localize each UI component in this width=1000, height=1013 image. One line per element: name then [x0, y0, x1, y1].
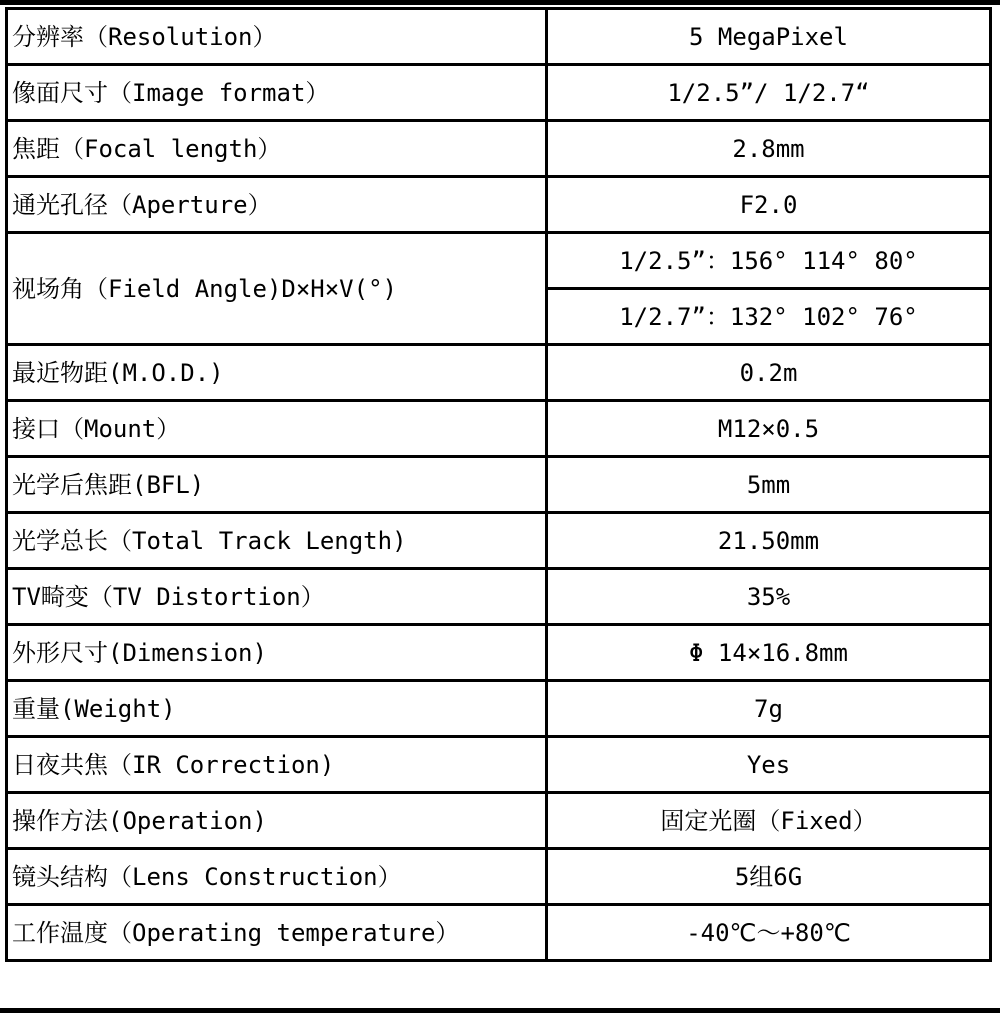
- table-row: [7, 401, 991, 457]
- param-label: 最近物距(M.O.D.): [7, 345, 547, 401]
- param-value: F2.0: [547, 177, 991, 233]
- param-label: 光学总长（Total Track Length): [7, 513, 547, 569]
- param-value: 1/2.5”/ 1/2.7“: [547, 65, 991, 121]
- top-rule: [0, 0, 1000, 5]
- param-value: -40℃～+80℃: [547, 905, 991, 961]
- spec-table: [5, 7, 992, 962]
- param-value: 1/2.5”：156° 114° 80°: [547, 233, 991, 289]
- table-row: [7, 905, 991, 961]
- param-label: 通光孔径（Aperture）: [7, 177, 547, 233]
- param-label: 分辨率（Resolution）: [7, 9, 547, 65]
- param-label: 重量(Weight): [7, 681, 547, 737]
- table-row: [7, 233, 991, 289]
- param-value: 固定光圈（Fixed）: [547, 793, 991, 849]
- param-value: 2.8mm: [547, 121, 991, 177]
- table-row: [7, 793, 991, 849]
- param-label: 操作方法(Operation): [7, 793, 547, 849]
- table-row: [7, 345, 991, 401]
- param-label: 接口（Mount）: [7, 401, 547, 457]
- param-label: 光学后焦距(BFL): [7, 457, 547, 513]
- table-row: [7, 65, 991, 121]
- table-row: [7, 457, 991, 513]
- param-value: Yes: [547, 737, 991, 793]
- param-value: 0.2m: [547, 345, 991, 401]
- param-value: 1/2.7”：132° 102° 76°: [547, 289, 991, 345]
- param-label: 视场角（Field Angle)D×H×V(°): [7, 233, 547, 345]
- param-value: 35%: [547, 569, 991, 625]
- param-label: 日夜共焦（IR Correction): [7, 737, 547, 793]
- param-label: 焦距（Focal length）: [7, 121, 547, 177]
- table-row: [7, 569, 991, 625]
- param-label: 像面尺寸（Image format）: [7, 65, 547, 121]
- param-value: M12×0.5: [547, 401, 991, 457]
- table-row: [7, 737, 991, 793]
- param-value: 21.50mm: [547, 513, 991, 569]
- table-row: [7, 625, 991, 681]
- bottom-rule: [0, 1008, 1000, 1013]
- table-row: [7, 513, 991, 569]
- param-value: 5组6G: [547, 849, 991, 905]
- param-label: TV畸变（TV Distortion）: [7, 569, 547, 625]
- param-label: 镜头结构（Lens Construction）: [7, 849, 547, 905]
- param-label: 工作温度（Operating temperature）: [7, 905, 547, 961]
- table-row: [7, 121, 991, 177]
- param-value: 5 MegaPixel: [547, 9, 991, 65]
- table-row: [7, 849, 991, 905]
- param-value: 7g: [547, 681, 991, 737]
- param-label: 外形尺寸(Dimension): [7, 625, 547, 681]
- param-value: Φ 14×16.8mm: [547, 625, 991, 681]
- table-row: [7, 9, 991, 65]
- table-row: [7, 177, 991, 233]
- table-row: [7, 681, 991, 737]
- param-value: 5mm: [547, 457, 991, 513]
